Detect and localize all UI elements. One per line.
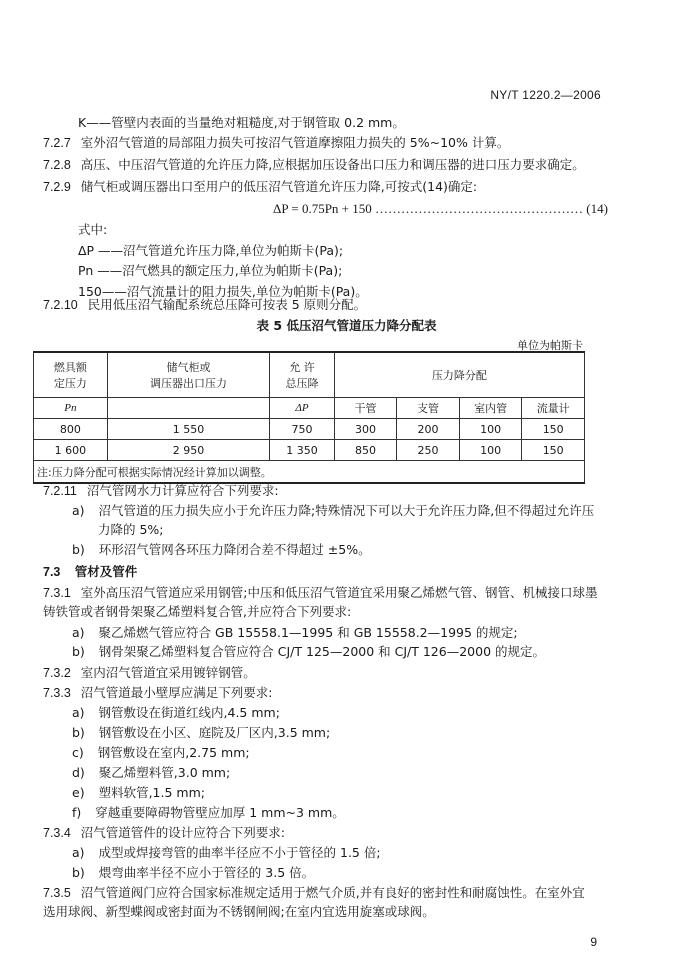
table-subheader-row: [34, 398, 585, 419]
list-label: c): [72, 745, 84, 760]
clause-number: 7.2.8: [43, 158, 71, 172]
clause-number: 7.2.10: [43, 298, 78, 312]
list-label: a): [72, 625, 85, 640]
table-cell: 1 350: [270, 440, 334, 461]
header-line: 定压力: [53, 377, 87, 390]
list-label: f): [72, 805, 82, 820]
list-text: 沼气管道的压力损失应小于允许压力降;特殊情况下可以大于允许压力降,但不得超过允许压: [98, 503, 595, 518]
list-label: b): [72, 865, 85, 880]
list-text: 环形沼气管网各环压力降闭合差不得超过 ±5%。: [98, 542, 371, 557]
header-line: 总压降: [285, 377, 319, 390]
list-item-b: [72, 541, 371, 559]
clause-number: 7.3.5: [43, 886, 71, 900]
list-item-b: [72, 864, 314, 882]
list-item-a-continued: 力降的 5%;: [98, 522, 164, 537]
section-title: 管材及管件: [74, 564, 138, 579]
table-cell: 100: [459, 440, 522, 461]
formula-14: ΔP = 0.75Pn + 150 ………………………………………… (14): [273, 201, 608, 216]
clause-text: 室内沼气管道宜采用镀锌钢管。: [80, 665, 256, 680]
subheader-indoor-pipe: 室内管: [459, 398, 522, 419]
list-item: [72, 704, 280, 722]
list-text: 煨弯曲率半径不应小于管径的 3.5 倍。: [98, 865, 315, 880]
table-cell: 800: [34, 419, 108, 440]
clause-text: 沼气管道最小壁厚应满足下列要求:: [80, 685, 273, 700]
table-header-row: [34, 352, 585, 398]
clause-7-2-7: [43, 134, 509, 152]
list-item: [72, 724, 330, 742]
clause-7-3-1: [43, 584, 598, 602]
header-outlet-pressure: [107, 352, 270, 398]
list-label: b): [72, 644, 85, 659]
header-line: 储气柜或: [166, 361, 211, 374]
clause-text: 室外沼气管道的局部阻力损失可按沼气管道摩擦阻力损失的 5%~10% 计算。: [80, 135, 510, 150]
table-note: 注:压力降分配可根据实际情况经计算加以调整。: [34, 461, 585, 484]
pressure-drop-table: [33, 351, 585, 484]
k-definition: K——管壁内表面的当量绝对粗糙度,对于钢管取 0.2 mm。: [78, 115, 405, 130]
clause-text: 沼气管网水力计算应符合下列要求:: [86, 483, 279, 498]
clause-7-3-3: [43, 684, 273, 702]
list-label: b): [72, 725, 85, 740]
list-text: 钢管敷设在室内,2.75 mm;: [97, 745, 250, 760]
table-cell: 1 600: [34, 440, 108, 461]
standard-code: NY/T 1220.2—2006: [490, 88, 601, 102]
table-cell: 2 950: [107, 440, 270, 461]
where-label: 式中:: [78, 222, 108, 237]
subheader-main-pipe: 干管: [334, 398, 397, 419]
list-item-b: [72, 643, 545, 661]
table-cell: 200: [397, 419, 460, 440]
table-cell: 150: [522, 419, 585, 440]
header-line: 调压器出口压力: [150, 377, 228, 390]
clause-number: 7.3.3: [43, 686, 71, 700]
clause-7-2-9: [43, 178, 477, 196]
clause-text: 储气柜或调压器出口至用户的低压沼气管道允许压力降,可按式(14)确定:: [80, 179, 478, 194]
list-text: 穿越重要障碍物管壁应加厚 1 mm~3 mm。: [95, 805, 345, 820]
clause-text: 沼气管道阀门应符合国家标准规定适用于燃气介质,并有良好的密封性和耐腐蚀性。在室外宜: [80, 885, 585, 900]
table-unit: 单位为帕斯卡: [517, 339, 583, 352]
subheader-flow-meter: 流量计: [522, 398, 585, 419]
list-text: 塑料软管,1.5 mm;: [98, 785, 205, 800]
table-cell: 250: [397, 440, 460, 461]
table-cell: 750: [270, 419, 334, 440]
clause-7-3-2: [43, 664, 256, 682]
section-7-3-heading: [43, 563, 137, 581]
table-cell: 1 550: [107, 419, 270, 440]
table-cell: 150: [522, 440, 585, 461]
table-cell: 100: [459, 419, 522, 440]
header-distribution: 压力降分配: [334, 352, 584, 398]
clause-number: 7.2.9: [43, 180, 71, 194]
clause-7-3-5: [43, 884, 585, 902]
subheader-delta-p: ΔP: [270, 398, 334, 419]
list-item: [72, 804, 345, 822]
definition-150: 150——沼气流量计的阻力损失,单位为帕斯卡(Pa)。: [78, 284, 368, 299]
list-label: b): [72, 542, 85, 557]
table-cell: 850: [334, 440, 397, 461]
clause-text: 沼气管道管件的设计应符合下列要求:: [80, 825, 286, 840]
header-line: 允 许: [289, 361, 315, 374]
subheader-pn: Pn: [34, 398, 108, 419]
list-text: 聚乙烯塑料管,3.0 mm;: [98, 765, 231, 780]
list-item: [72, 784, 205, 802]
list-item-a: [72, 502, 594, 520]
table-cell: 300: [334, 419, 397, 440]
clause-number: 7.2.11: [43, 484, 77, 498]
header-burner-pressure: [34, 352, 108, 398]
clause-number: 7.3.1: [43, 586, 71, 600]
clause-text: 高压、中压沼气管道的允许压力降,应根据加压设备出口压力和调压器的进口压力要求确定。: [80, 157, 585, 172]
clause-7-2-8: [43, 156, 585, 174]
definition-pn: Pn ——沼气燃具的额定压力,单位为帕斯卡(Pa);: [78, 263, 343, 278]
page-number: 9: [590, 935, 597, 949]
list-label: d): [72, 765, 85, 780]
clause-text: 室外高压沼气管道应采用钢管;中压和低压沼气管道宜采用聚乙烯燃气管、钢管、机械接口球墨: [80, 585, 598, 600]
list-text: 钢管敷设在街道红线内,4.5 mm;: [98, 705, 280, 720]
subheader-empty: [107, 398, 270, 419]
clause-7-3-5-continued: 选用球阀、新型蝶阀或密封面为不锈钢闸阀;在室内宜选用旋塞或球阀。: [43, 904, 435, 919]
clause-number: 7.3.4: [43, 826, 71, 840]
table-row: [34, 419, 585, 440]
list-label: a): [72, 503, 85, 518]
clause-text: 民用低压沼气输配系统总压降可按表 5 原则分配。: [87, 297, 367, 312]
table-note-row: [34, 461, 585, 484]
list-label: a): [72, 845, 85, 860]
list-text: 成型或焊接弯管的曲率半径应不小于管径的 1.5 倍;: [98, 845, 381, 860]
list-item-a: [72, 624, 518, 642]
section-number: 7.3: [43, 565, 61, 579]
table-caption: 表 5 低压沼气管道压力降分配表: [256, 318, 437, 333]
list-item-a: [72, 844, 381, 862]
list-item: [72, 744, 250, 762]
table-row: [34, 440, 585, 461]
header-allowable-drop: [270, 352, 334, 398]
clause-7-2-11: [43, 482, 279, 500]
clause-7-2-10: [43, 296, 366, 314]
clause-number: 7.2.7: [43, 136, 71, 150]
list-item: [72, 764, 230, 782]
header-line: 燃具额: [53, 361, 87, 374]
list-text: 钢管敷设在小区、庭院及厂区内,3.5 mm;: [98, 725, 331, 740]
list-text: 聚乙烯燃气管应符合 GB 15558.1—1995 和 GB 15558.2—1995 的规定;: [98, 625, 518, 640]
clause-number: 7.3.2: [43, 666, 71, 680]
list-text: 钢骨架聚乙烯塑料复合管应符合 CJ/T 125—2000 和 CJ/T 126—2000 的规定。: [98, 644, 546, 659]
definition-delta-p: ΔP ——沼气管道允许压力降,单位为帕斯卡(Pa);: [78, 243, 344, 258]
clause-7-3-1-continued: 铸铁管或者钢骨架聚乙烯塑料复合管,并应符合下列要求:: [43, 604, 352, 619]
list-label: a): [72, 705, 85, 720]
list-label: e): [72, 785, 85, 800]
clause-7-3-4: [43, 824, 285, 842]
subheader-branch-pipe: 支管: [397, 398, 460, 419]
